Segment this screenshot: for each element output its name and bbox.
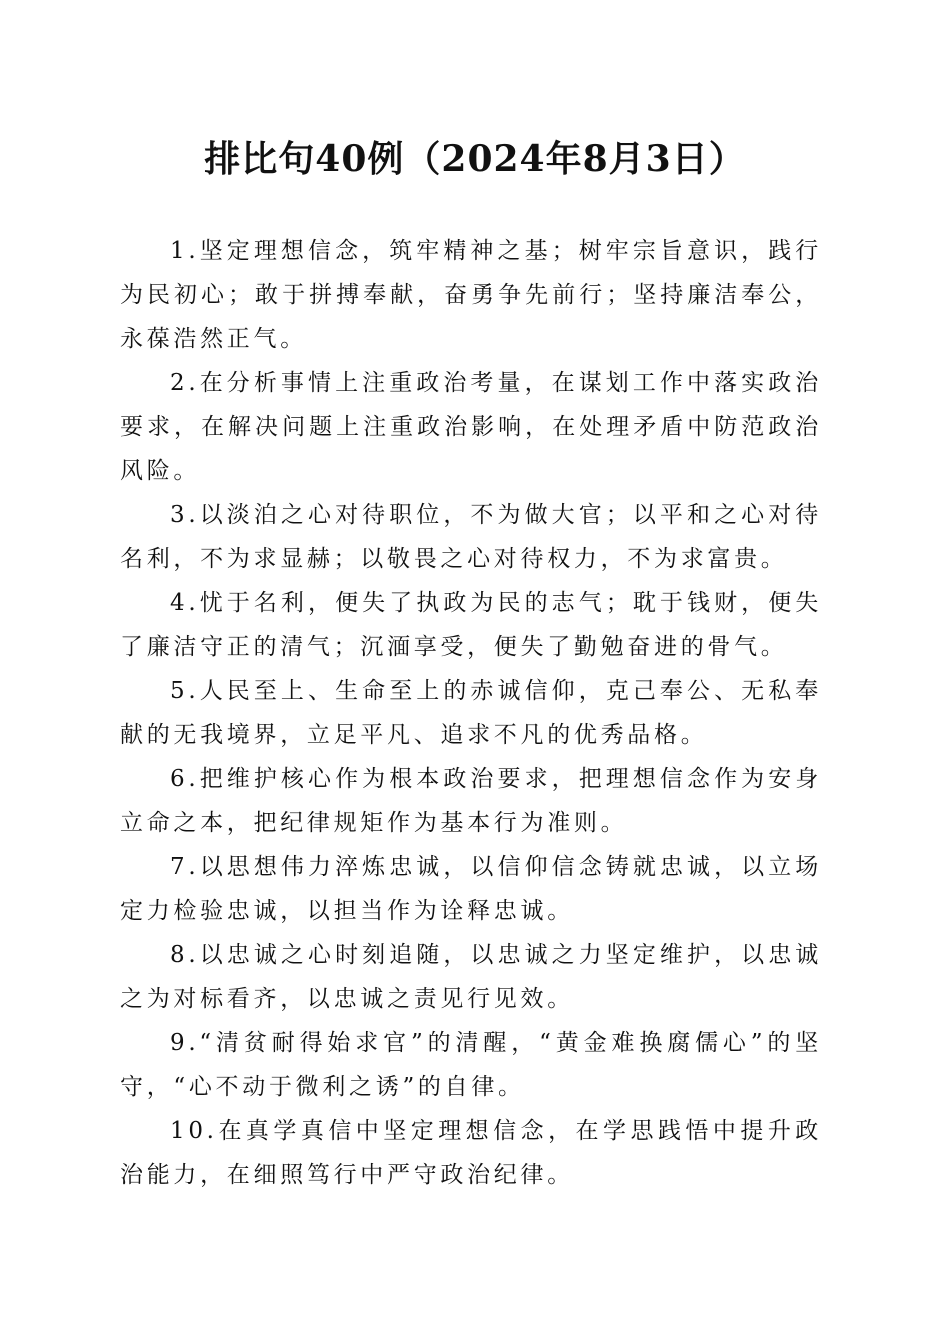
paragraph: 10.在真学真信中坚定理想信念，在学思践悟中提升政治能力，在细照笃行中严守政治纪律。 xyxy=(120,1118,822,1188)
paragraph: 1.坚定理想信念，筑牢精神之基；树牢宗旨意识，践行为民初心；敢于拼搏奉献，奋勇争先前行；坚持廉洁奉公，永葆浩然正气。 xyxy=(120,238,822,352)
paragraph: 5.人民至上、生命至上的赤诚信仰，克己奉公、无私奉献的无我境界，立足平凡、追求不凡的优秀品格。 xyxy=(120,678,822,748)
paragraph: 9.“清贫耐得始求官”的清醒，“黄金难换腐儒心”的坚守，“心不动于微利之诱”的自律。 xyxy=(120,1030,822,1100)
paragraph: 7.以思想伟力淬炼忠诚，以信仰信念铸就忠诚，以立场定力检验忠诚，以担当作为诠释忠诚。 xyxy=(120,854,822,924)
paragraph: 6.把维护核心作为根本政治要求，把理想信念作为安身立命之本，把纪律规矩作为基本行为准则。 xyxy=(120,766,822,836)
paragraph: 8.以忠诚之心时刻追随，以忠诚之力坚定维护，以忠诚之为对标看齐，以忠诚之责见行见效。 xyxy=(120,942,822,1012)
document-body xyxy=(120,229,822,1197)
paragraph: 3.以淡泊之心对待职位，不为做大官；以平和之心对待名利，不为求显赫；以敬畏之心对待权力，不为求富贵。 xyxy=(120,502,822,572)
paragraph: 4.忧于名利，便失了执政为民的志气；耽于钱财，便失了廉洁守正的清气；沉湎享受，便失了勤勉奋进的骨气。 xyxy=(120,590,822,660)
paragraph: 2.在分析事情上注重政治考量，在谋划工作中落实政治要求，在解决问题上注重政治影响，在处理矛盾中防范政治风险。 xyxy=(120,370,822,484)
document-title: 排比句40例（2024年8月3日） xyxy=(204,138,746,180)
